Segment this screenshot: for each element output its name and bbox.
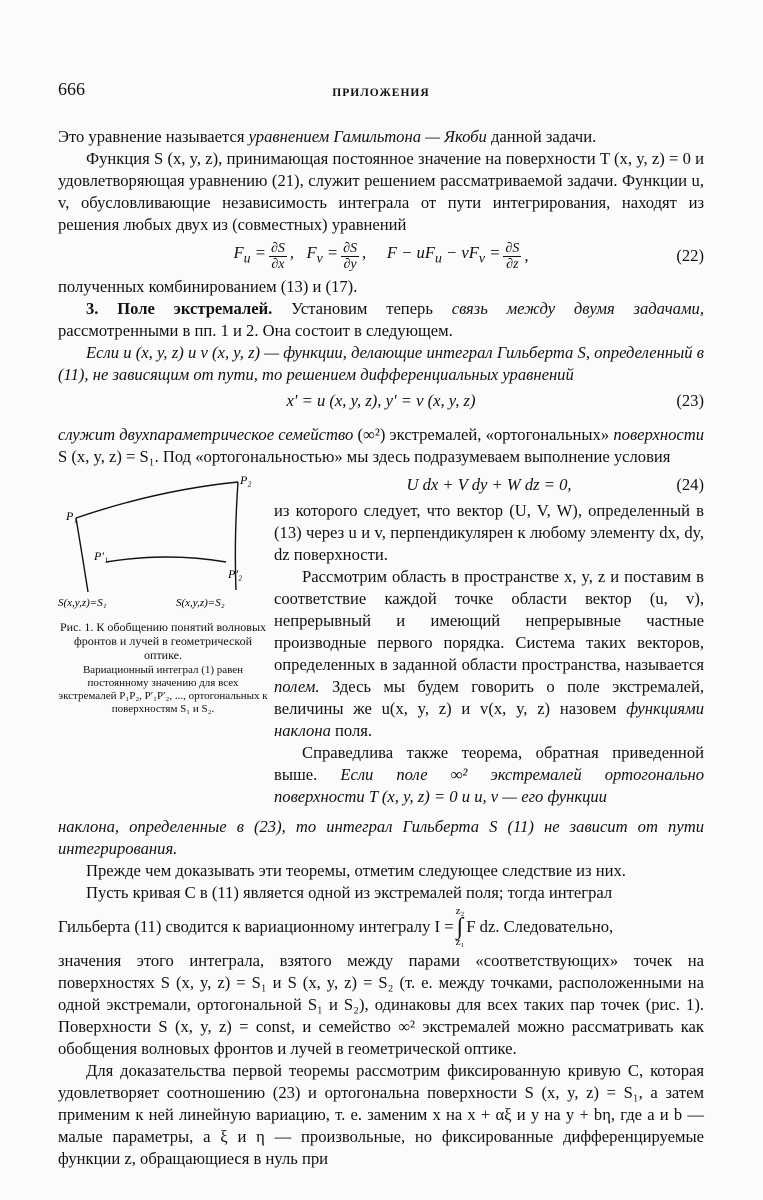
paragraph-15: Для доказательства первой теоремы рассмотрим фиксированную кривую C, которая удовлетворяет соотношению (23) и ортогональна поверхности S (x, y, z) = S₁, а затем применим к ней линейную вариацию, т. е. заменим x на x + αξ и y на y + bη, где a и b — малые параметры, а ξ и η — произвольные, но фиксированные дифференцируемые функции z, обращающиеся в нуль при	[58, 1061, 704, 1168]
theorem-text: Если u (x, y, z) и v (x, y, z) — функции, делающие интеграл Гильберта S, определенный в (11), не зависящим от пути, то решением дифференциальных уравнений	[58, 343, 704, 384]
page-number: 666	[58, 79, 85, 99]
emphasis: связь между двумя задачами,	[451, 299, 704, 318]
section-heading: 3. Поле экстремалей.	[86, 299, 273, 318]
label-s2: S(x,y,z)=S₂	[176, 597, 225, 609]
theorem-text: наклона, определенные в (23), то интеграл Гильберта S (11) не зависит от пути интегрирования.	[58, 817, 704, 858]
text: Гильберта (11) сводится к вариационному интегралу I =	[58, 917, 454, 936]
text: данной задачи.	[486, 127, 597, 146]
label-p1-prime: P′₁	[94, 549, 109, 563]
integral-upper-limit: z₂	[455, 905, 465, 917]
paragraph-1	[58, 126, 704, 148]
figure-side-text	[274, 470, 704, 808]
equation-22: $F_u$ = $\frac{\partial S}{\partial x}$ , $F_v$ = $\frac{\partial S}{\partial y}$ , $F - uF_u - vF_v$ = $\frac{\partial S}{\partial z}$ , (22)	[233, 240, 704, 272]
emphasis: служит двухпараметрическое семейство	[58, 425, 354, 444]
emphasis: полем.	[274, 677, 320, 696]
paragraph-2: Функция S (x, y, z), принимающая постоянное значение на поверхности T (x, y, z) = 0 и удовлетворяющая уравнению (21), служит решением рассматриваемой задачи. Функции u, v, обусловливающие независимость интеграла от пути интегрирования, находят из решения любых двух из (совместных) уравнений	[58, 149, 704, 234]
paragraph-13	[58, 904, 704, 950]
integral-lower-limit: z₁	[455, 936, 465, 948]
text: рассмотренными в пп. 1 и 2. Она состоит в следующем.	[58, 321, 453, 340]
emphasis: уравнением Гамильтона — Якоби	[248, 127, 487, 146]
emphasis: функциями наклона	[274, 699, 704, 740]
label-p1: P₁	[66, 509, 78, 523]
equation-text: U dx + V dy + W dz = 0,	[406, 475, 572, 494]
equation-number: (24)	[676, 475, 704, 494]
text: S (x, y, z) = S₁. Под «ортогональностью» мы здесь подразумеваем выполнение условия	[58, 447, 671, 466]
paragraph-8	[274, 566, 704, 742]
figure-1	[58, 470, 268, 716]
page	[58, 72, 704, 1170]
paragraph-9	[274, 742, 704, 808]
text: Здесь мы будем говорить о поле экстремалей, величины же u(x, y, z) и v(x, y, z) назовем	[274, 677, 704, 718]
equation-number: (23)	[676, 391, 704, 410]
equation-23	[58, 386, 704, 416]
paragraph-12: Пусть кривая C в (11) является одной из экстремалей поля; тогда интеграл	[86, 883, 613, 902]
text: F dz. Следовательно,	[466, 917, 614, 936]
text: Рассмотрим область в пространстве x, y, z и поставим в соответствие каждой точке области вектор (u, v), непрерывный и имеющий непрерывные частные производные первого порядка. Система таких векторов, определенных в заданной области пространства, называется	[274, 567, 704, 674]
label-p2: P₂	[240, 473, 252, 487]
label-p2-prime: P′₂	[228, 567, 243, 581]
emphasis: поверхности	[613, 425, 705, 444]
paragraph-14: значения этого интеграла, взятого между парами «соответствующих» точек на поверхностях S (x, y, z) = S₁ и S (x, y, z) = S₂ (т. е. между точками, расположенными на одной экстремали, ортогональной S₁ и S₂), одинаковы для всех таких пар точек (рис. 1). Поверхности S (x, y, z) = const, и семейство ∞² экстремалей можно рассматривать как обобщения волновых фронтов и лучей в геометрической оптике.	[58, 951, 704, 1058]
equation-number: (22)	[676, 246, 704, 265]
paragraph-3: полученных комбинированием (13) и (17).	[58, 277, 358, 296]
paragraph-5	[58, 342, 704, 386]
paragraph-6	[58, 424, 704, 468]
paragraph-10	[58, 816, 704, 860]
figure-caption-detail: Вариационный интеграл (1) равен постоянному значению для всех экстремалей P₁P₂, P′₁P′₂, ..., ортогональных к поверхностям S₁ и S₂.	[58, 664, 268, 715]
page-header	[58, 72, 704, 102]
text: (∞²) экстремалей, «ортогональных»	[353, 425, 614, 444]
equation-text: x′ = u (x, y, z), y′ = v (x, y, z)	[286, 391, 476, 410]
text: Это уравнение называется	[58, 127, 249, 146]
integral-sign: z₂ ∫ z₁	[455, 905, 465, 948]
paragraph-11: Прежде чем доказывать эти теоремы, отметим следующее следствие из них.	[86, 861, 626, 880]
emphasis: Если поле ∞² экстремалей ортогонально поверхности T (x, y, z) = 0 и u, v — его функции	[274, 765, 704, 806]
extremals-diagram	[58, 470, 268, 610]
text: Справедлива также теорема, обратная приведенной выше.	[274, 743, 704, 784]
paragraph-7: из которого следует, что вектор (U, V, W), определенный в (13) через u и v, перпендикулярен к любому элементу dx, dy, dz поверхности.	[274, 501, 704, 564]
text: поля.	[330, 721, 373, 740]
paragraph-4	[58, 298, 704, 342]
running-title: ПРИЛОЖЕНИЯ	[332, 87, 430, 99]
figure-caption: Рис. 1. К обобщению понятий волновых фронтов и лучей в геометрической оптике.	[59, 620, 267, 662]
label-s1: S(x,y,z)=S₁	[58, 597, 107, 609]
figure-block	[58, 470, 704, 806]
equation-24	[274, 470, 704, 500]
text: Установим теперь	[272, 299, 452, 318]
